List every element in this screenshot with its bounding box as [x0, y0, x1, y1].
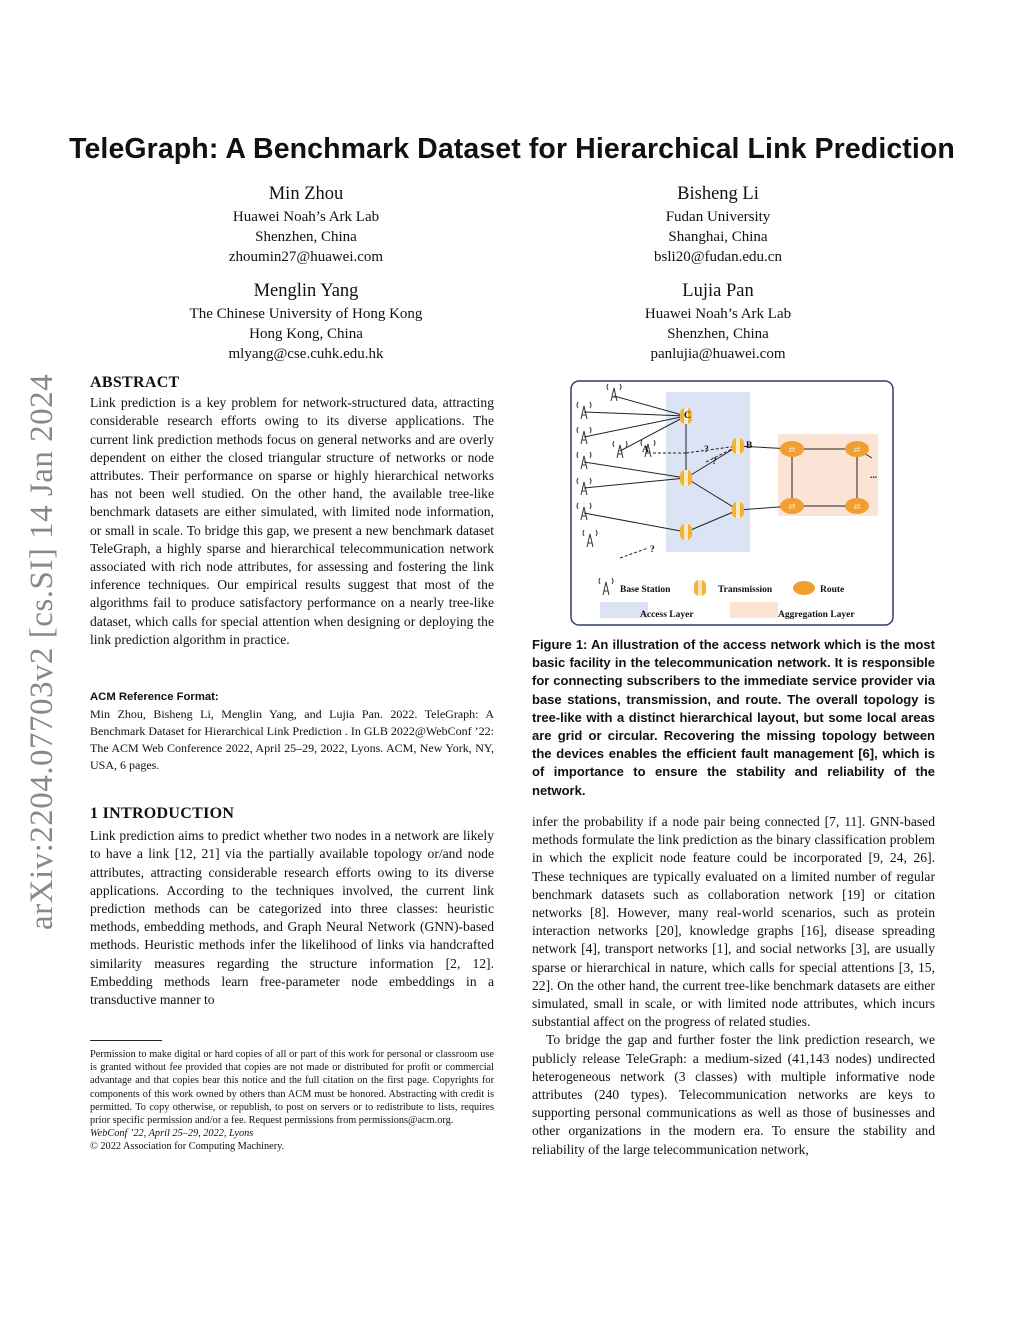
author-email: zhoumin27@huawei.com — [228, 249, 384, 265]
author-location: Hong Kong, China — [249, 326, 363, 342]
figure-1-caption: Figure 1: An illustration of the access network which is the most basic facility in the telecommunication network. It is responsible for connecting subscribers to the immediate service provider via base stations, transmission, and route. The overall topology is tree-like with a distinct hierarchical layout, but some local areas are grid or circular. Recovering the missing topology between the devices enables the efficient fault management [6], which is of importance to ensure the stability and reliability of the network. — [532, 637, 935, 798]
svg-text:⇄: ⇄ — [853, 502, 861, 511]
author-block — [553, 279, 883, 364]
introduction-continued — [532, 813, 935, 1159]
author-affiliation: Huawei Noah’s Ark Lab — [232, 209, 380, 225]
intro-paragraph-1: Link prediction aims to predict whether two nodes in a network are likely to have a link [12, 21] via the partially available topology or/and node attributes, attracting considerable research efforts owing to its diverse applications. According to the techniques involved, the current link prediction methods can be categorized into three classes: heuristic methods, embedding methods, and Graph Neural Network (GNN)-based methods. Heuristic methods infer the likelihood of links via handcrafted similarity measures regarding the structure information [2, 12]. Embedding methods learn free-parameter node embeddings in a transductive manner to — [90, 828, 494, 1008]
svg-text:⇄: ⇄ — [788, 445, 796, 454]
missing-link-mark: ? — [712, 457, 717, 467]
author-location: Shenzhen, China — [255, 229, 357, 245]
transmission-icon — [680, 470, 692, 486]
footnote-rule — [90, 1040, 162, 1041]
author-email: mlyang@cse.cuhk.edu.hk — [228, 346, 384, 362]
author-name: Lujia Pan — [682, 281, 754, 301]
copyright-line: © 2022 Association for Computing Machinery. — [90, 1141, 285, 1153]
author-block — [553, 182, 883, 267]
node-label-a: A — [642, 445, 649, 455]
legend-router-icon — [793, 581, 815, 595]
abstract-heading: ABSTRACT — [90, 374, 180, 391]
figure-1-diagram — [570, 380, 894, 626]
node-label-b: B — [746, 441, 753, 451]
author-block — [141, 182, 471, 267]
author-block — [141, 279, 471, 364]
missing-link-mark: ? — [704, 445, 709, 455]
legend-aggregation-swatch — [730, 602, 778, 618]
author-email: bsli20@fudan.edu.cn — [654, 249, 782, 265]
author-location: Shenzhen, China — [667, 326, 769, 342]
router-icon — [780, 498, 804, 514]
router-icon — [780, 441, 804, 457]
transmission-icon — [732, 438, 744, 454]
conference-info: WebConf ’22, April 25–29, 2022, Lyons — [90, 1128, 254, 1140]
author-name: Min Zhou — [268, 184, 344, 204]
legend-aggregation-layer: Aggregation Layer — [778, 610, 855, 620]
legend-transmission-icon — [694, 580, 706, 596]
svg-text:⇄: ⇄ — [788, 502, 796, 511]
transmission-icon — [680, 524, 692, 540]
legend-access-layer: Access Layer — [640, 610, 694, 620]
permission-notice — [90, 1048, 494, 1154]
router-icon — [845, 498, 869, 514]
acm-reference — [90, 688, 494, 774]
author-name: Menglin Yang — [253, 281, 359, 301]
transmission-icon — [732, 502, 744, 518]
intro-paragraph-2: infer the probability if a node pair being connected [7, 11]. GNN-based methods formulate the link prediction as the binary classification problem in which the explicit node feature could be incorporated [9, 24, 26]. These techniques are typically evaluated on a limited number of regular benchmark datasets such as collaboration network [19] or citation networks [8]. However, many real-world scenarios, such as protein interaction networks [20], knowledge graphs [16], disease spreading network [4], transport networks [1], and social networks [3], are usually sparse or hierarchical in nature, which calls for special attentions [3, 15, 22]. On the other hand, the current tree-like benchmark datasets are either simulated, small in scale, or with limited node attributes, which incurs substantial affect on the progress of related studies. — [532, 814, 935, 1030]
author-email: panlujia@huawei.com — [650, 346, 786, 362]
legend-transmission: Transmission — [718, 585, 773, 595]
author-name: Bisheng Li — [677, 184, 759, 204]
arxiv-identifier: arXiv:2204.07703v2 [cs.SI] 14 Jan 2024 — [24, 373, 60, 930]
legend-base-station: Base Station — [620, 585, 671, 595]
introduction-section — [90, 805, 494, 1009]
paper-title: TeleGraph: A Benchmark Dataset for Hierarchical Link Prediction — [69, 133, 955, 165]
abstract-text: Link prediction is a key problem for network-structured data, attracting considerable research efforts owing to its diverse applications. The current link prediction methods focus on general networks and are overly dependent on either the closed triangular structure of networks or node attributes. Their performance on sparse or highly hierarchical networks has not been well studied. On the other hand, the available tree-like benchmark datasets are either simulated, with limited node information, or small in scale. To bridge this gap, we present a new benchmark dataset TeleGraph, a highly sparse and hierarchical telecommunication network associated with rich node attributes, for assessing and fostering the link inference techniques. Our empirical results suggest that most of the algorithms fail to produce satisfactory performance on a nearly tree-like dataset, which calls for special attention when designing or deploying the link prediction algorithm in practice. — [90, 395, 494, 647]
legend-route: Route — [820, 585, 845, 595]
introduction-heading: 1 INTRODUCTION — [90, 805, 235, 822]
svg-text:⇄: ⇄ — [853, 445, 861, 454]
ellipsis-mark: ... — [870, 471, 878, 481]
permission-text: Permission to make digital or hard copies of all or part of this work for personal or classroom use is granted without fee provided that copies are not made or distributed for profit or commercial advantage and that copies bear this notice and the full citation on the first page. Copyrights for components of this work owned by others than ACM must be honored. Abstracting with credit is permitted. To copy otherwise, or republish, to post on servers or to redistribute to lists, requires prior specific permission and/or a fee. Request permissions from permissions@acm.org. — [90, 1049, 494, 1127]
node-label-c: C — [684, 411, 691, 421]
author-affiliation: Huawei Noah’s Ark Lab — [644, 306, 792, 322]
acm-reference-text: Min Zhou, Bisheng Li, Menglin Yang, and Lujia Pan. 2022. TeleGraph: A Benchmark Dataset for Hierarchical Link Prediction . In GLB 2022@WebConf ’22: The ACM Web Conference 2022, April 25–29, 2022, Lyons. ACM, New York, NY, USA, 6 pages. — [90, 707, 494, 773]
acm-reference-heading: ACM Reference Format: — [90, 691, 219, 703]
author-affiliation: Fudan University — [665, 209, 771, 225]
missing-link-mark: ? — [650, 545, 655, 555]
author-location: Shanghai, China — [668, 229, 768, 245]
author-affiliation: The Chinese University of Hong Kong — [189, 306, 423, 322]
intro-paragraph-3: To bridge the gap and further foster the link prediction research, we publicly release TeleGraph: a medium-sized (41,143 nodes) undirected heterogeneous network (3 classes) with multiple informative node attributes (240 types). Telecommunication networks are keys to supporting personal communications as well as those of businesses and other organizations in the modern era. To ensure the stability and reliability of the large telecommunication network, — [532, 1032, 935, 1157]
abstract-section — [90, 374, 494, 649]
figure-caption — [532, 636, 935, 800]
router-icon — [845, 441, 869, 457]
